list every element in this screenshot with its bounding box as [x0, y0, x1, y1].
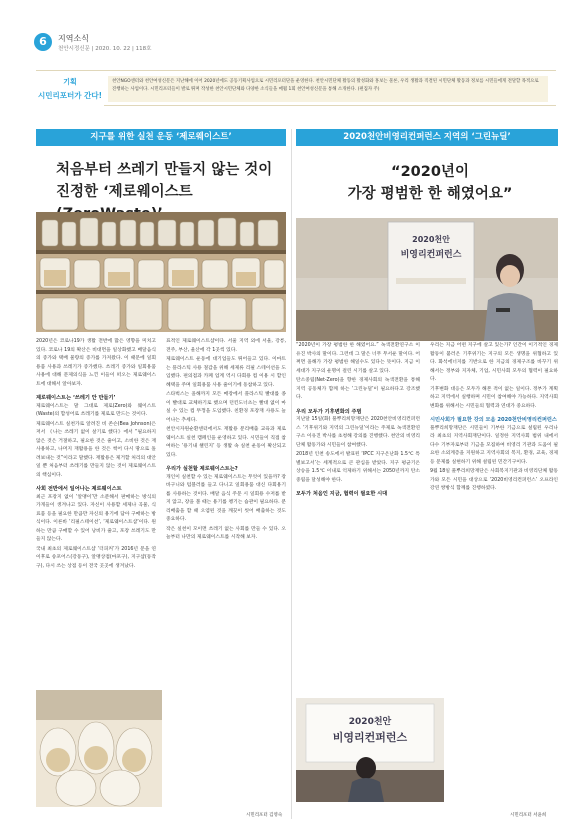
subheading: 제로웨이스트는 ‘쓰레기 안 만들기’	[36, 395, 116, 401]
paragraph: 2018년 인천 송도에서 발표된 ‘IPCC 지구온난화 1.5℃ 특별보고서’는 세계적으로 큰 관심을 받았다. 지구 평균기온 상승을 1.5℃ 이내로 억제하기 위해서는 2050년까지 탄소중립을 달성해야 한다.	[296, 452, 420, 483]
conference-banner-photo	[296, 698, 444, 802]
subheading: 사회 전반에서 일어나는 제로웨이스트	[36, 486, 122, 492]
right-credit: 시민리포터 서윤희	[510, 813, 547, 818]
paragraph: 2020년은 코로나19가 생활 전반에 많은 영향을 미치고 있다. 코로나 19의 확산은 비대면을 일상화했고 배달음식의 증가와 택배 물량의 증가를 가져왔다. 이 때문에 일회용품 사용과 쓰레기가 증가했다. 쓰레기 증가와 일회용품 사용에 대해 문제의식을 느낀 이들이 떠오는 제로웨이스트에 대해서 알아보자.	[36, 339, 156, 387]
paragraph: 제로웨이스트는 말 그대로 제로(Zero)와 웨이스트(Waste)의 합성어로 쓰레기를 제로로 만드는 것이다.	[36, 403, 156, 417]
left-column-1	[36, 338, 156, 688]
paragraph: 우리는 지금 어떤 지구에 살고 있는가? 인간이 이기적인 경제활동이 불러온 기후위기는 지구의 모든 생명을 위협하고 있다. 화석에너지를 기반으로 한 지금의 경제구조를 바꾸기 위해서는 정부와 지자체, 기업, 시민사회 모두의 협력이 필요하다.	[430, 343, 558, 382]
paragraph: 9월 18일 풀뿌리희망재단은 사회복지기관과 비영리단체 활동가와 모든 시민을 대상으로 ‘2020비영리컨퍼런스’ 오프라인 강연 쌍방식 함께를 진행하였다.	[430, 469, 558, 491]
paragraph: 풀뿌리희망재단은 시민들이 기부한 기금으로 설립된 우리나라 최초의 지역사회재단이다. 일정한 지역사회 범위 내에서 다수 기부자로부터 기금을 모집하여 비영리 기관과 도움이 필요한 소외계층을 지원하고 지역사회의 복지, 환경, 교육, 경제 등 문제를 실현하기 위해 설립된 민간기구이다.	[430, 425, 558, 465]
left-column-2	[166, 338, 286, 810]
paragraph: 탄소중립(Net-Zero)을 향한 경제사회의 녹색전환을 통해 지역 공동체가 함께 하는 ‘그린뉴딜’이 필요하다고 강조했다.	[296, 378, 420, 400]
paragraph: 최근 포장지 없이 ‘알맹이’만 소분해서 판매하는 방식의 가게들이 생겨나고 있다. 자신이 사용할 세제나 곡물, 식료품 등을 필요한 만큼만 자신의 용기에 담아 구매하는 방식이다. 이른바 ‘리필스테이션’, ‘제로웨이스트샵’이다. 원하는 만큼 구매할 수 있어 낭비가 줄고, 포장 쓰레기도 만들지 않는다.	[36, 494, 156, 542]
intro-label-kicker: 기획	[63, 78, 77, 86]
intro-box	[36, 70, 556, 106]
paragraph: 개인이 실천할 수 있는 제로웨이스트는 무엇이 있을까? 장바구니와 텀블러를 들고 다니고 일회용품 대신 다회용기를 사용하는 것이다. 배달 음식 주문 시 일회용 수저를 받지 않고, 장을 볼 때는 용기를 챙기는 습관이 필요하다. 분리배출을 할 때 오염된 것을 깨끗이 씻어 배출하는 것도 중요하다.	[166, 474, 286, 522]
paragraph: 천안시자원순환센터에서도 재활용 분리배출 교육과 제로웨이스트 실천 캠페인을 운영하고 있다. 시민들이 직접 참여하는 ‘용기내 챌린지’ 등 생활 속 실천 운동이 확산되고 있다.	[166, 427, 286, 458]
left-headline-line-1: 처음부터 쓰레기 만들지 않는 것이	[56, 162, 273, 178]
paragraph: 지난달 15일(화) 풀뿌리희망재단은 2020천안비영리컨퍼런스 ‘기후위기와 지역의 그린뉴딜’이라는 주제로 녹색전환연구소 이유진 박사를 초청해 강의를 진행했다. 천안의 비영리단체 활동가와 시민들이 참여했다.	[296, 417, 420, 448]
paragraph: 스타벅스는 올해까지 모든 매장에서 플라스틱 빨대를 종이 빨대로 교체하기로 했으며 던킨도너츠는 빨대 없이 마실 수 있는 컵 뚜껑을 도입했다. 친환경 포장재 사용도 늘어나는 추세다.	[166, 392, 286, 423]
right-headline-line-2: 가장 평범한 한 해였어요”	[347, 186, 513, 202]
paragraph: 국내 최초의 제로웨이스트샵 ‘더피커’가 2016년 문을 연 이후로 송포어스(강동구), 알맹상점(마포구), 지구샵(동작구), 다시 쓰는 상점 등이 전국 곳곳에 생겨났다.	[36, 546, 156, 569]
banner-line-2: 비영리컨퍼런스	[332, 731, 408, 744]
right-section-heading: 2020천안비영리컨퍼런스 지역의 ‘그린뉴딜’	[296, 129, 558, 146]
left-credit: 시민리포터 김영숙	[246, 813, 283, 818]
banner-line-1: 2020천안	[348, 717, 392, 727]
intro-label-title: 시민리포터가 간다!	[38, 91, 102, 100]
left-headline-line-2: 진정한 ‘제로웨이스트	[56, 184, 193, 200]
right-headline	[320, 161, 540, 205]
banner-line-1: 2020천안	[412, 235, 450, 244]
subheading: 우리 모두가 기후변화의 주범	[296, 408, 362, 415]
refill-jars-photo	[36, 690, 162, 807]
zero-waste-shop-photo	[36, 212, 286, 332]
banner-line-2: 비영리컨퍼런스	[400, 250, 462, 260]
subheading: 모두가 처음인 지금, 협력이 필요한 시대	[296, 491, 388, 497]
intro-text: 천안NGO센터와 천안여성신문은 지난해에 이어 2020년에도 공동기획사업으로 시민리포터단을 운영한다. 천안시민단체 활동의 활성화와 홍보는 물론, 우리 생활과 직결된 시민단체 활동과 정보를 시민들에게 전달할 목적으로 진행하는 사업이다. 시민리포터들이 발로 뛰며 작성한 천안시민단체와 다양한 소식들을 매월 1회 천안여성신문을 통해 소개한다. (편집자 주)	[108, 76, 548, 102]
page-number: 6	[34, 33, 52, 51]
column-divider	[291, 129, 292, 819]
photo-banner	[396, 234, 466, 260]
right-column-1	[296, 342, 420, 694]
left-section-heading: 지구를 위한 실천 운동 ‘제로웨이스트’	[36, 129, 286, 146]
paragraph: 제로웨이스트 운동에 대기업들도 뛰어들고 있다. 이마트는 플라스틱 사용 절감을 위해 세제류 리필 스테이션을 도입했다. 편의점과 카페 업계 역시 다회용 컵 이용 시 할인 혜택을 주며 일회용품 사용 줄이기에 동참하고 있다.	[166, 357, 286, 388]
subheading: 시민사회가 필요한 강의 모음 2020천안비영리컨퍼런스	[430, 417, 557, 423]
issue-info: 천안시정신문 | 2020. 10. 22 | 118호	[58, 46, 152, 52]
paragraph: 작은 실천이 모이면 쓰레기 없는 사회를 만들 수 있다. 오늘부터 나만의 제로웨이스트를 시작해 보자.	[166, 526, 286, 540]
photo-banner-2	[306, 714, 434, 745]
intro-label	[36, 71, 104, 107]
page-header	[0, 0, 568, 58]
section-title: 지역소식	[58, 34, 89, 43]
paragraph: 표적인 제로웨이스트샵이다. 서울 지역 외에 서울, 강릉, 전주, 부산, 울산에 각 1곳씩 있다.	[166, 339, 286, 353]
paragraph: 기후변화 대응은 모두가 해본 적이 없는 일이다. 정부가 계획하고 지역에서 실행하며 시민이 참여해야 가능하다. 지역사회 변화를 위해서는 시민들의 협력과 연대가 중요하다.	[430, 386, 558, 409]
right-headline-line-1: “2020년이	[391, 164, 469, 180]
right-column-2	[430, 342, 558, 808]
subheading: 우리가 실천할 제로웨이스트는?	[166, 466, 238, 472]
paragraph: 제로웨이스트 실천가로 알려진 비 존슨(Bea Johnson)은 저서 《나는 쓰레기 없이 살기로 했다》에서 “필요하지 않은 것은 거절하고, 필요한 것은 줄이고, 소비한 것은 재사용하고, 나머지 재활용을 한 것은 썩어 다시 땅으로 돌려보내는 것”이라고 말했다. 재활용은 제거할 처리의 대안일 뿐 처음부터 쓰레기를 만들지 않는 것이 제로웨이스트의 핵심이다.	[36, 421, 156, 478]
conference-speaker-photo	[296, 218, 558, 341]
paragraph: “2020년이 가장 평범한 한 해였어요.” 녹색전환연구소 이유진 박사의 말이다. 그런데 그 말은 너무 무서운 말이다. 어쩌면 올해가 가장 평범한 해일수도 있다는 뜻이다. 지금 이 세대가 지구의 운명이 걸린 시기를 살고 있다.	[296, 343, 420, 374]
